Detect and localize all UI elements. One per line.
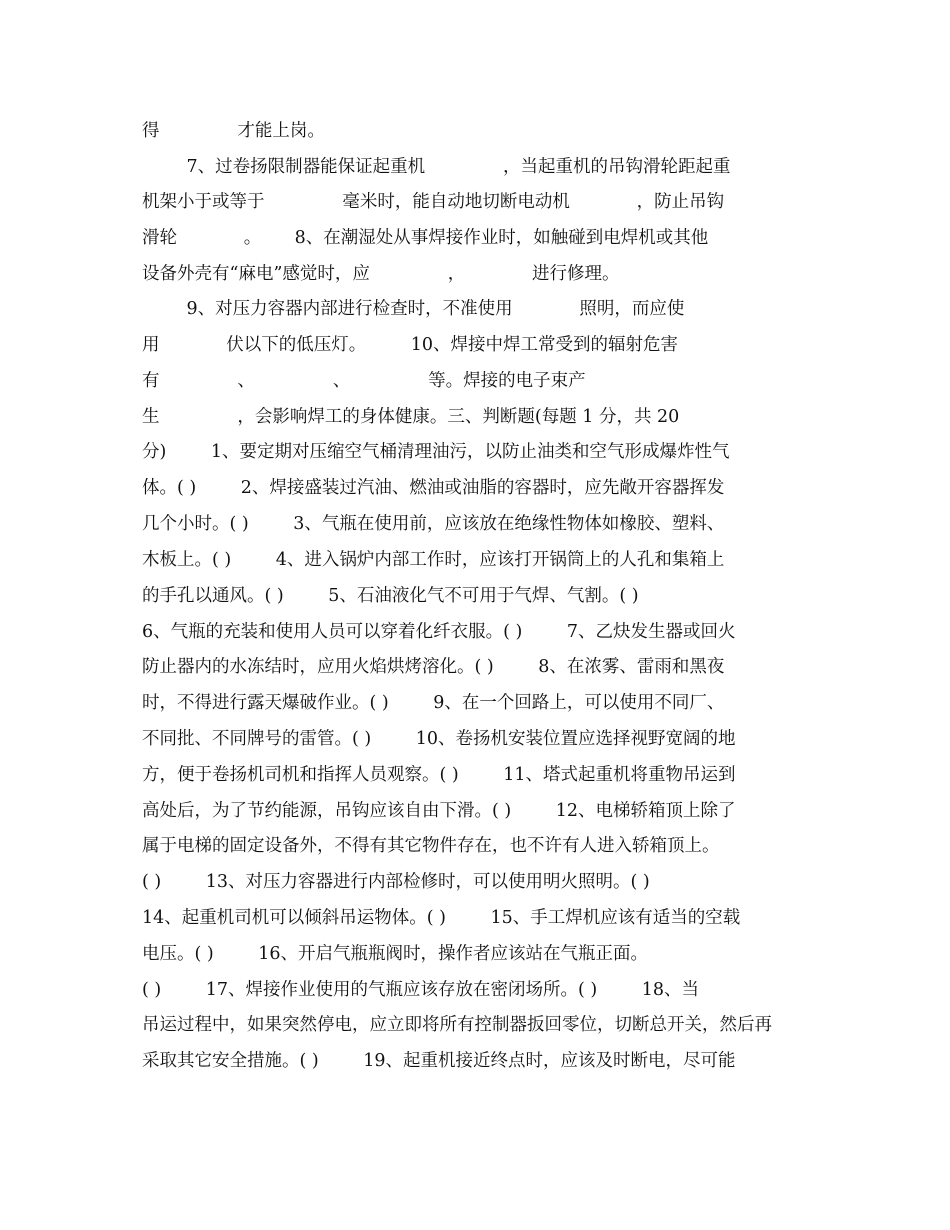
text-line: 机架小于或等于 毫米时，能自动地切断电动机 ，防止吊钩	[142, 192, 725, 212]
text-line: 7、过卷扬限制器能保证起重机 ，当起重机的吊钩滑轮距起重	[142, 157, 731, 177]
text-line: 木板上。( ) 4、进入锅炉内部工作时，应该打开锅筒上的人孔和集箱上	[142, 550, 725, 570]
text-line: 用 伏以下的低压灯。 10、焊接中焊工常受到的辐射危害	[142, 335, 679, 355]
text-line: 得 才能上岗。	[142, 121, 325, 141]
text-line: 分) 1、要定期对压缩空气桶清理油污，以防止油类和空气形成爆炸性气	[142, 442, 730, 462]
text-line: 6、气瓶的充装和使用人员可以穿着化纤衣服。( ) 7、乙炔发生器或回火	[142, 622, 736, 642]
text-line: 9、对压力容器内部进行检查时，不准使用 照明，而应使	[142, 299, 685, 319]
text-line: 几个小时。( ) 3、气瓶在使用前，应该放在绝缘性物体如橡胶、塑料、	[142, 514, 725, 534]
text-line: 吊运过程中，如果突然停电，应立即将所有控制器扳回零位，切断总开关，然后再	[142, 1015, 772, 1035]
text-line: 不同批、不同牌号的雷管。( ) 10、卷扬机安装位置应选择视野宽阔的地	[142, 729, 736, 749]
text-line: ( ) 13、对压力容器进行内部检修时，可以使用明火照明。( )	[142, 872, 650, 892]
text-line: 电压。( ) 16、开启气瓶瓶阀时，操作者应该站在气瓶正面。	[142, 944, 648, 964]
text-line: 属于电梯的固定设备外，不得有其它物件存在，也不许有人进入轿箱顶上。	[142, 836, 720, 856]
text-line: 时，不得进行露天爆破作业。( ) 9、在一个回路上，可以使用不同厂、	[142, 693, 725, 713]
text-line: 高处后，为了节约能源，吊钩应该自由下滑。( ) 12、电梯轿箱顶上除了	[142, 801, 736, 821]
text-line: 方，便于卷扬机司机和指挥人员观察。( ) 11、塔式起重机将重物吊运到	[142, 765, 736, 785]
text-line: 的手孔以通风。( ) 5、石油液化气不可用于气焊、气割。( )	[142, 586, 639, 606]
text-line: 生 ，会影响焊工的身体健康。三、判断题(每题 1 分，共 20	[142, 407, 680, 427]
text-line: ( ) 17、焊接作业使用的气瓶应该存放在密闭场所。( ) 18、当	[142, 980, 699, 1000]
text-line: 采取其它安全措施。( ) 19、起重机接近终点时，应该及时断电，尽可能	[142, 1051, 736, 1071]
text-line: 防止器内的水冻结时，应用火焰烘烤溶化。( ) 8、在浓雾、雷雨和黑夜	[142, 657, 725, 677]
text-line: 体。( ) 2、焊接盛装过汽油、燃油或油脂的容器时，应先敞开容器挥发	[142, 478, 725, 498]
text-line: 设备外壳有“麻电”感觉时，应 ， 进行修理。	[142, 264, 620, 284]
text-line: 有 、 、 等。焊接的电子束产	[142, 371, 586, 391]
text-line: 14、起重机司机可以倾斜吊运物体。( ) 15、手工焊机应该有适当的空载	[142, 908, 741, 928]
text-line: 滑轮 。 8、在潮湿处从事焊接作业时，如触碰到电焊机或其他	[142, 228, 709, 248]
